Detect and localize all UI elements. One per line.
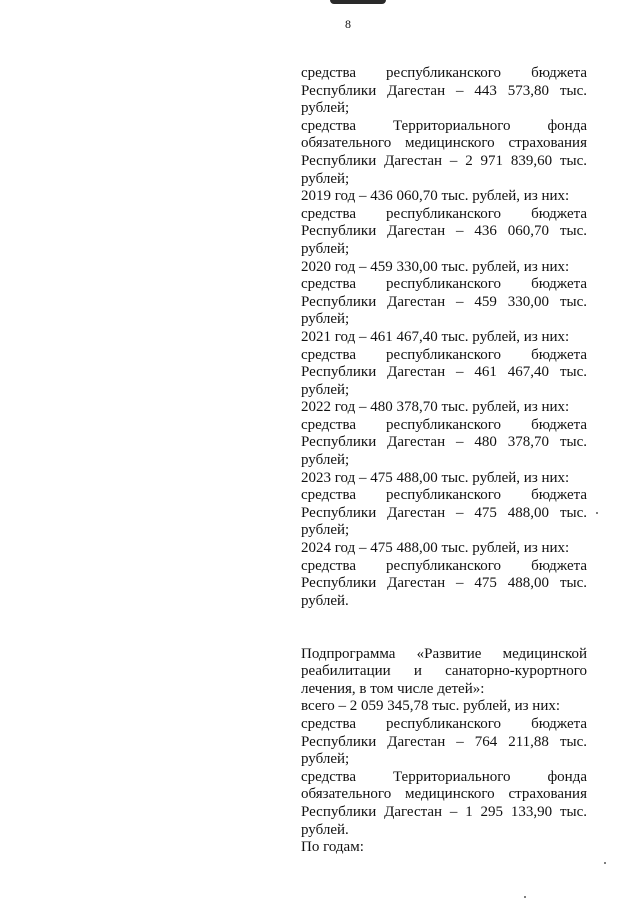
text-line: средства Территориального фонда (301, 768, 587, 785)
text-line: Республики Дагестан – 443 573,80 тыс. (301, 82, 587, 99)
text-line: 2023 год – 475 488,00 тыс. рублей, из них: (301, 469, 570, 486)
page-number: 8 (345, 17, 351, 31)
blank-line (301, 628, 587, 646)
text-line: средства Территориального фонда (301, 117, 587, 134)
blank-line (301, 610, 587, 628)
text-line: средства республиканского бюджета (301, 416, 587, 433)
text-line: рублей; (301, 522, 350, 539)
text-line: средства республиканского бюджета (301, 65, 587, 81)
text-line: рублей; (301, 100, 350, 117)
text-line: рублей; (301, 311, 350, 328)
scan-speck (596, 512, 598, 514)
document-body (301, 65, 587, 857)
text-line: средства республиканского бюджета (301, 557, 587, 574)
text-line: рублей. (301, 592, 349, 609)
text-line: обязательного медицинского страхования (301, 786, 587, 803)
text-line: Республики Дагестан – 461 467,40 тыс. (301, 364, 587, 381)
text-line: Республики Дагестан – 480 378,70 тыс. (301, 434, 587, 451)
text-line: Республики Дагестан – 764 211,88 тыс. (301, 733, 587, 750)
text-line: Подпрограмма «Развитие медицинской (301, 645, 587, 662)
text-line: Республики Дагестан – 2 971 839,60 тыс. (301, 152, 587, 169)
text-line: обязательного медицинского страхования (301, 135, 587, 152)
text-line: средства республиканского бюджета (301, 276, 587, 293)
text-line: 2020 год – 459 330,00 тыс. рублей, из них: (301, 258, 570, 275)
text-line: Республики Дагестан – 475 488,00 тыс. (301, 504, 587, 521)
text-line: рублей; (301, 170, 350, 187)
scan-speck (524, 896, 526, 898)
text-line: средства республиканского бюджета (301, 715, 587, 732)
text-line: Республики Дагестан – 1 295 133,90 тыс. (301, 803, 587, 820)
text-line: 2022 год – 480 378,70 тыс. рублей, из них: (301, 399, 570, 416)
text-line: средства республиканского бюджета (301, 205, 587, 222)
text-line: 2024 год – 475 488,00 тыс. рублей, из них: (301, 540, 570, 557)
text-line: рублей. (301, 821, 349, 838)
text-line: 2021 год – 461 467,40 тыс. рублей, из них: (301, 328, 570, 345)
text-line: средства республиканского бюджета (301, 487, 587, 504)
scan-speck (604, 862, 606, 864)
scan-edge-mark (330, 0, 386, 4)
text-line: рублей; (301, 240, 350, 257)
text-line: всего – 2 059 345,78 тыс. рублей, из них: (301, 698, 561, 715)
text-line: реабилитации и санаторно-курортного (301, 663, 587, 680)
text-line: Республики Дагестан – 459 330,00 тыс. (301, 293, 587, 310)
text-line: лечения, в том числе детей»: (301, 680, 485, 697)
text-line: Республики Дагестан – 436 060,70 тыс. (301, 223, 587, 240)
text-line: 2019 год – 436 060,70 тыс. рублей, из них: (301, 188, 570, 205)
text-line: Республики Дагестан – 475 488,00 тыс. (301, 575, 587, 592)
text-line: рублей; (301, 381, 350, 398)
text-line: рублей; (301, 751, 350, 768)
text-line: рублей; (301, 452, 350, 469)
text-line: средства республиканского бюджета (301, 346, 587, 363)
text-line: По годам: (301, 839, 364, 856)
